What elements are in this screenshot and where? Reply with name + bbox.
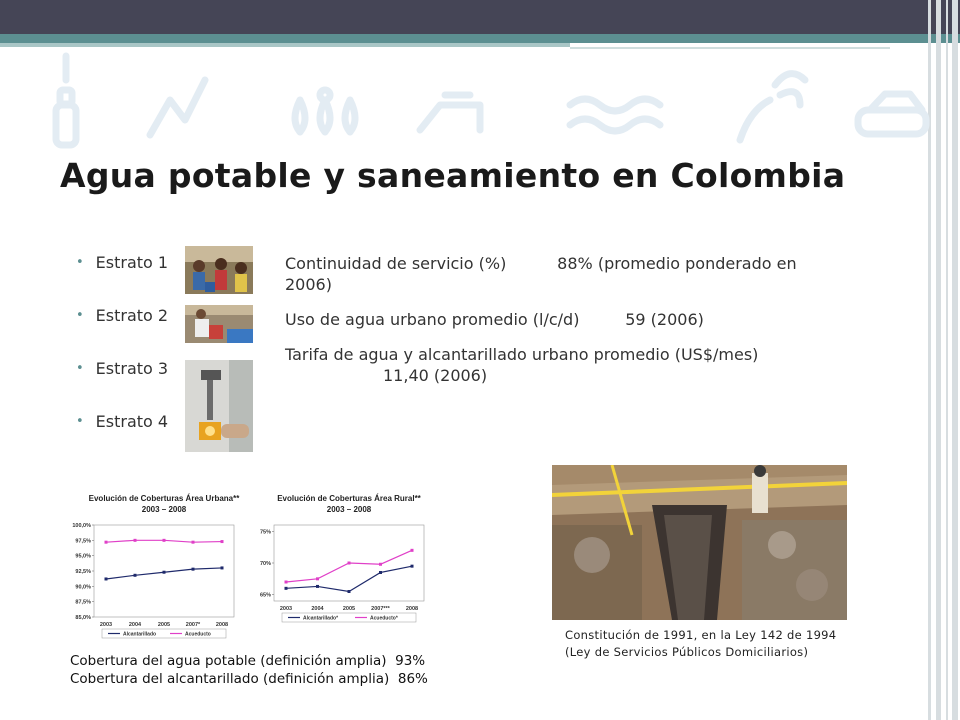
stratum-label: Estrato 1 — [95, 253, 169, 272]
header-icon-strip — [40, 50, 940, 160]
drops-icon — [295, 90, 355, 132]
bullet-icon: • — [76, 361, 84, 376]
data-point — [379, 571, 382, 574]
coverage-summary — [70, 652, 428, 688]
y-tick-label: 65% — [259, 592, 271, 599]
x-tick-label: 2004 — [128, 622, 142, 628]
data-point — [316, 585, 319, 588]
slide-title: Agua potable y saneamiento en Colombia — [60, 156, 846, 195]
list-item — [76, 306, 168, 359]
usage-stat: Uso de agua urbano promedio (l/c/d) 59 (2006) — [285, 310, 704, 329]
y-tick-label: 85,0% — [75, 615, 91, 621]
teal-line — [0, 43, 570, 47]
rural-coverage-chart — [248, 487, 433, 642]
strata-list — [76, 253, 168, 465]
legend-label: Acueducto — [185, 631, 211, 638]
water-coverage: Cobertura del agua potable (definición amplia) 93% — [70, 653, 426, 669]
data-point — [348, 590, 351, 593]
data-point — [105, 541, 108, 544]
x-tick-label: 2007* — [185, 622, 201, 628]
x-tick-label: 2004 — [311, 606, 324, 612]
data-point — [285, 581, 288, 584]
urban-coverage-chart — [60, 487, 240, 642]
y-tick-label: 87,5% — [75, 599, 91, 606]
water-collection-photo — [185, 246, 253, 294]
chart-subtitle: 2003 – 2008 — [326, 505, 372, 514]
bullet-icon: • — [76, 255, 84, 270]
y-tick-label: 70% — [259, 561, 271, 567]
photo-caption — [565, 627, 836, 661]
tap-meter-photo — [185, 360, 253, 452]
series-line — [286, 550, 412, 582]
data-point — [379, 563, 382, 566]
bullet-icon: • — [76, 414, 84, 429]
plant-icon — [740, 74, 805, 140]
bullet-icon: • — [76, 308, 84, 323]
y-tick-label: 90,0% — [75, 584, 91, 591]
chart-title: Evolución de Coberturas Área Rural** — [277, 494, 421, 503]
teal-band — [0, 34, 960, 43]
data-point — [285, 587, 288, 590]
list-item — [76, 412, 168, 465]
faucet-icon — [420, 95, 480, 130]
y-tick-label: 100,0% — [72, 523, 91, 529]
data-point — [316, 577, 319, 580]
y-tick-label: 95,0% — [75, 553, 91, 560]
sewer-coverage: Cobertura del alcantarillado (definición amplia) 86% — [70, 671, 428, 687]
x-tick-label: 2003 — [99, 622, 113, 628]
data-point — [163, 571, 166, 574]
data-point — [192, 541, 195, 544]
legend-label: Alcantarillado* — [303, 615, 339, 622]
tariff-label: Tarifa de agua y alcantarillado urbano promedio (US$/mes) — [285, 345, 759, 364]
trend-line-icon — [150, 80, 205, 135]
sewer-trench-photo — [552, 465, 847, 620]
y-tick-label: 97,5% — [75, 538, 91, 545]
statistics-block — [285, 253, 845, 386]
x-tick-label: 2005 — [157, 622, 171, 628]
x-tick-label: 2008 — [215, 622, 229, 628]
data-point — [348, 562, 351, 565]
data-point — [192, 568, 195, 571]
bottle-icon — [56, 56, 76, 145]
list-item — [76, 359, 168, 412]
stratum-label: Estrato 4 — [95, 412, 169, 431]
x-tick-label: 2003 — [279, 606, 293, 612]
chart-subtitle: 2003 – 2008 — [141, 505, 187, 514]
x-tick-label: 2005 — [342, 606, 356, 612]
data-point — [411, 565, 414, 568]
caption-line-2: (Ley de Servicios Públicos Domiciliarios) — [565, 645, 809, 659]
top-bar — [0, 0, 960, 34]
continuity-stat: Continuidad de servicio (%) 88% (promedio ponderado en 2006) — [285, 254, 802, 294]
waves-icon — [570, 99, 660, 131]
stratum-label: Estrato 2 — [95, 306, 169, 325]
series-line — [286, 566, 412, 591]
x-tick-label: 2007*** — [371, 606, 390, 612]
legend-label: Acueducto* — [370, 615, 398, 622]
car-icon — [858, 94, 926, 134]
chart-title: Evolución de Coberturas Área Urbana** — [88, 494, 240, 503]
bucket-photo — [185, 305, 253, 343]
legend-label: Alcantarillado — [123, 631, 157, 638]
data-point — [134, 574, 137, 577]
data-point — [411, 549, 414, 552]
data-point — [163, 539, 166, 542]
data-point — [105, 577, 108, 580]
data-point — [221, 566, 224, 569]
accent-line — [570, 47, 890, 49]
list-item — [76, 253, 168, 306]
tariff-value: 11,40 (2006) — [383, 366, 488, 385]
data-point — [134, 539, 137, 542]
caption-line-1: Constitución de 1991, en la Ley 142 de 1994 — [565, 628, 837, 642]
y-tick-label: 75% — [259, 529, 271, 536]
x-tick-label: 2008 — [405, 606, 419, 612]
y-tick-label: 92,5% — [75, 569, 91, 575]
stratum-label: Estrato 3 — [95, 359, 169, 378]
data-point — [221, 540, 224, 543]
